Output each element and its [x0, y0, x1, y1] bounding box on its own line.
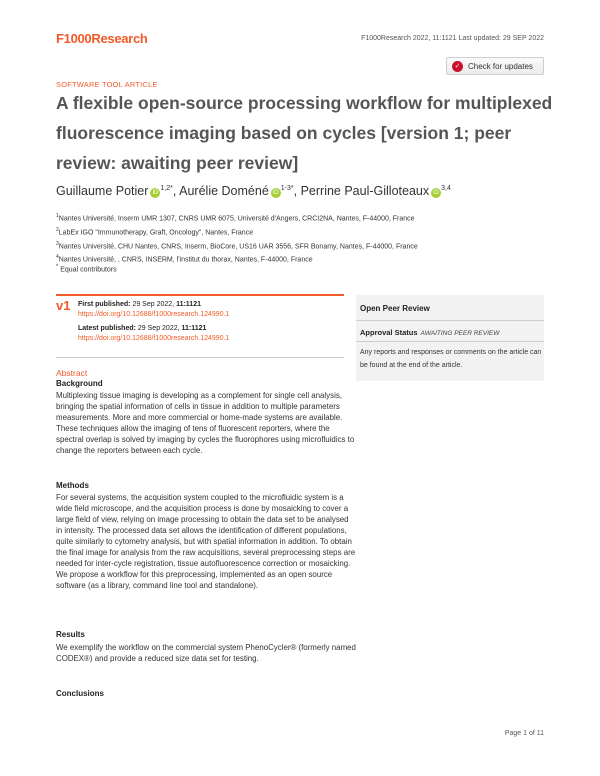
author-list: Guillaume Potier $iD^{1,2*}$, Aurélie Doméné $iD^{1-3*}$, Perrine Paul-Gilloteaux iD$^{3,4}$ [56, 184, 451, 198]
check-for-updates-button[interactable] [446, 57, 544, 75]
affiliation-item: $^4$Nantes Université, , CNRS, INSERM, l'institut du thorax, Nantes, F-44000, France [56, 254, 313, 264]
results-heading: Results [56, 630, 85, 639]
open-peer-review-panel [356, 295, 544, 381]
article-type: SOFTWARE TOOL ARTICLE [56, 80, 158, 89]
author-name[interactable]: Aurélie Doméné [179, 184, 269, 198]
abstract-heading: Abstract [56, 368, 88, 378]
doi-link[interactable]: https://doi.org/10.12688/f1000research.124990.1 [78, 311, 230, 318]
status-value: AWAITING PEER REVIEW [420, 330, 500, 337]
methods-heading: Methods [56, 481, 89, 490]
affiliation-item: $^2$LabEx IGO "Immunotherapy, Graft, Oncology", Nantes, France [56, 226, 254, 237]
approval-status: Approval Status AWAITING PEER REVIEW [360, 328, 500, 337]
version-badge: v1 [56, 298, 71, 313]
latest-published: Latest published: 29 Sep 2022, 11:1121 https://doi.org/10.12688/f1000research.124990.1 [78, 325, 230, 342]
orcid-icon[interactable]: iD [150, 188, 160, 198]
methods-text: For several systems, the acquisition system coupled to the microfluidic system is a wide field microscope, and the acquisition process is done by mosaicking to cover a large field of view, relying on image processing to obtain the data set to be analysed in intensity. The processed data set allows the identification of different populations, quite similarly to cytometry analysis, but with spatial information in addition. To obtain the final image for analysis from the raw acquisitions, several preprocessing steps are needed for inter-cycle registration, tissue autofluorescence correction or mosaicking. We propose a workflow for this preprocessing, implemented as an open source software (as a library, command line tool and standalone). [56, 493, 356, 590]
divider [56, 294, 344, 296]
affiliation-item: $^1$Nantes Université, Inserm UMR 1307, CNRS UMR 6075, Université d'Angers, CRCI2NA, Nantes, F-44000, France [56, 213, 415, 223]
conclusions-heading: Conclusions [56, 689, 105, 698]
author-name[interactable]: Guillaume Potier [56, 184, 149, 198]
page-number: Page 1 of 11 [504, 730, 544, 737]
doi-link[interactable]: https://doi.org/10.12688/f1000research.124990.1 [78, 335, 230, 342]
orcid-icon[interactable]: iD [271, 188, 281, 198]
author-affil: 3,4 [441, 184, 451, 192]
results-text: We exemplify the workflow on the commercial system PhenoCycler® (formerly named CODEX®) and provide a reduced size data set for testing. [56, 643, 356, 663]
peer-review-note: Any reports and responses or comments on the article can be found at the end of the article. [360, 349, 542, 369]
check-for-updates-label: Check for updates [468, 61, 533, 71]
divider [56, 357, 344, 358]
background-text: Multiplexing tissue imaging is developing as a complement for single cell analysis, bringing the spatial information of cells in tissue in addition to multiple parameters measurements. More and more commercial or home-made systems are available. These techniques allow the imaging of tens of fluorescent reporters, where the spectral overlap is solved by imaging by cycles the fluorophores using microfluidics to change the reporters between each cycle. [56, 391, 355, 455]
citation-header: F1000Research 2022, 11:1121 Last updated: 29 SEP 2022 [361, 35, 544, 42]
article-title: A flexible open-source processing workflow for multiplexed fluorescence imaging based on cycles [version 1; peer review: awaiting peer review] [56, 93, 553, 173]
background-heading: Background [56, 379, 103, 388]
author-name[interactable]: Perrine Paul-Gilloteaux [300, 184, 430, 198]
crossmark-icon: ✓ [452, 61, 463, 72]
journal-logo[interactable]: F1000Research [56, 31, 148, 46]
author-affil: 1-3* [280, 184, 294, 192]
divider [356, 341, 544, 342]
peer-review-title: Open Peer Review [360, 304, 430, 313]
affiliation-item: $^3$Nantes Université, CHU Nantes, CNRS, Inserm, BioCore, US16 UAR 3556, SFR Bonamy, Nantes, F-44000, France [56, 240, 418, 250]
first-published: First published: 29 Sep 2022, 11:1121 https://doi.org/10.12688/f1000research.124990.1 [78, 301, 230, 318]
affiliations [56, 211, 418, 266]
equal-contributors-note: * Equal contributors [56, 264, 117, 274]
author-affil: 1,2* [160, 184, 173, 192]
divider [356, 320, 544, 321]
orcid-icon[interactable]: iD [431, 188, 441, 198]
